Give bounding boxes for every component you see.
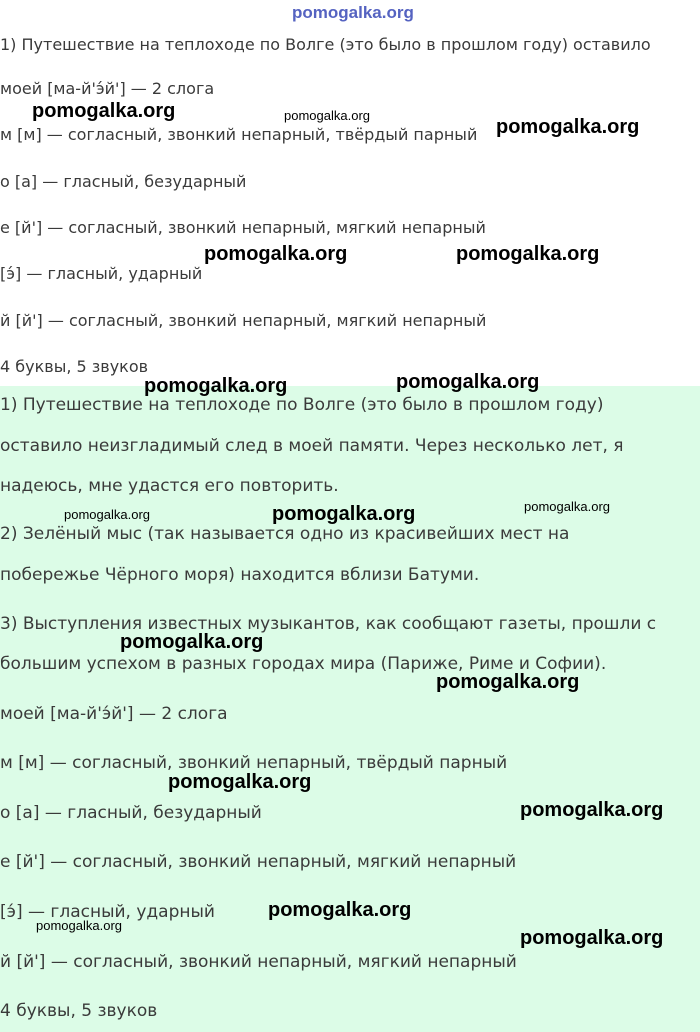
- text-line: большим успехом в разных городах мира (Париже, Риме и Софии).: [0, 654, 607, 674]
- text-line: й [й'] — согласный, звонкий непарный, мягкий непарный: [0, 952, 517, 972]
- text-line: 4 буквы, 5 звуков: [0, 357, 149, 376]
- watermark: pomogalka.org: [524, 499, 610, 514]
- text-line: о [а] — гласный, безударный: [0, 172, 247, 191]
- watermark: pomogalka.org: [144, 375, 288, 397]
- text-line: 4 буквы, 5 звуков: [0, 1001, 158, 1021]
- text-line: 2) Зелёный мыс (так называется одно из красивейших мест на: [0, 524, 570, 544]
- watermark: pomogalka.org: [520, 799, 664, 821]
- watermark: pomogalka.org: [272, 503, 416, 525]
- text-line: й [й'] — согласный, звонкий непарный, мягкий непарный: [0, 311, 487, 330]
- text-line: оставило неизгладимый след в моей памяти. Через несколько лет, я: [0, 436, 624, 456]
- text-line: [э́] — гласный, ударный: [0, 264, 203, 283]
- site-watermark-top: pomogalka.org: [292, 3, 414, 22]
- watermark: pomogalka.org: [496, 116, 640, 138]
- text-line: побережье Чёрного моря) находится вблизи Батуми.: [0, 565, 480, 585]
- watermark: pomogalka.org: [456, 243, 600, 265]
- text-line: 3) Выступления известных музыкантов, как сообщают газеты, прошли с: [0, 614, 657, 634]
- text-line: м [м] — согласный, звонкий непарный, твёрдый парный: [0, 125, 478, 144]
- watermark: pomogalka.org: [396, 371, 540, 393]
- text-line: моей [ма-й'э́й'] — 2 слога: [0, 79, 215, 98]
- watermark: pomogalka.org: [436, 671, 580, 693]
- watermark: pomogalka.org: [204, 243, 348, 265]
- text-line: [э́] — гласный, ударный: [0, 902, 215, 922]
- text-line: надеюсь, мне удастся его повторить.: [0, 476, 339, 496]
- watermark: pomogalka.org: [284, 108, 370, 123]
- watermark: pomogalka.org: [268, 899, 412, 921]
- text-line: е [й'] — согласный, звонкий непарный, мягкий непарный: [0, 852, 517, 872]
- text-line: о [а] — гласный, безударный: [0, 803, 262, 823]
- text-line: 1) Путешествие на теплоходе по Волге (это было в прошлом году) оставило: [0, 35, 651, 54]
- text-line: моей [ма-й'э́й'] — 2 слога: [0, 704, 228, 724]
- text-line: м [м] — согласный, звонкий непарный, твёрдый парный: [0, 753, 508, 773]
- watermark: pomogalka.org: [36, 918, 122, 933]
- text-line: 1) Путешествие на теплоходе по Волге (это было в прошлом году): [0, 395, 604, 415]
- watermark: pomogalka.org: [32, 100, 176, 122]
- watermark: pomogalka.org: [64, 507, 150, 522]
- watermark: pomogalka.org: [520, 927, 664, 949]
- watermark: pomogalka.org: [168, 771, 312, 793]
- text-line: е [й'] — согласный, звонкий непарный, мягкий непарный: [0, 218, 486, 237]
- watermark: pomogalka.org: [120, 631, 264, 653]
